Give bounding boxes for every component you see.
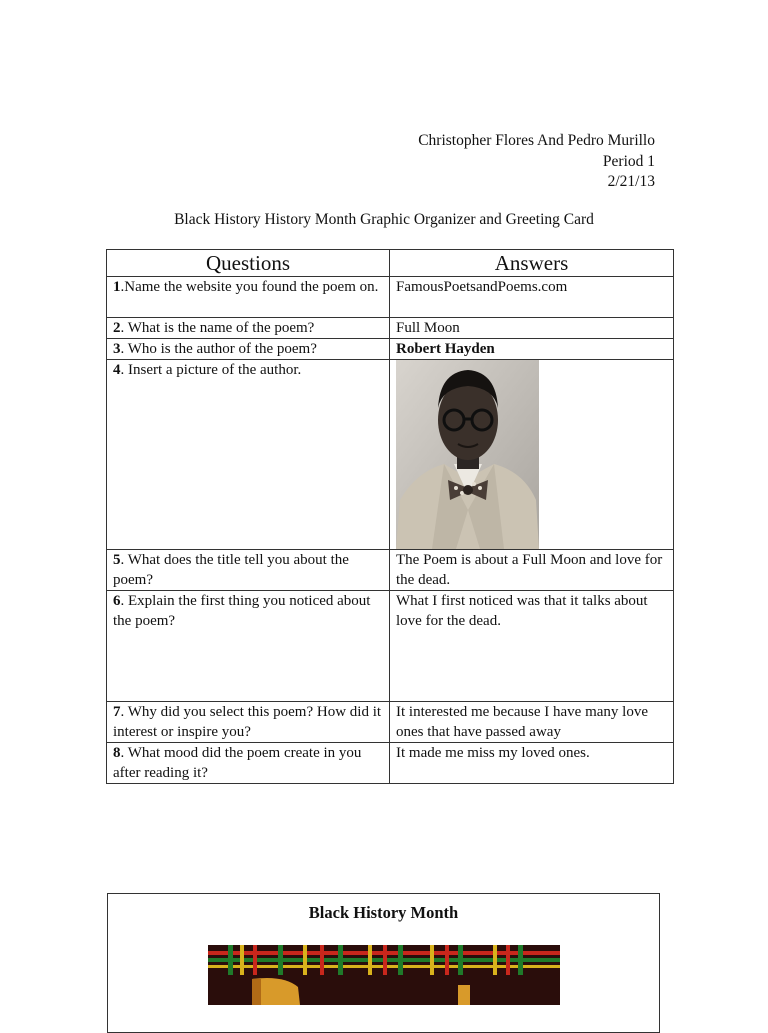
question-text: Insert a picture of the author. (128, 362, 302, 378)
table-row (107, 702, 674, 743)
table-row (107, 360, 674, 550)
document-header (418, 131, 655, 193)
question-cell: 6. Explain the first thing you noticed about the poem? (107, 591, 390, 702)
question-cell: 7. Why did you select this poem? How did it interest or inspire you? (107, 702, 390, 743)
question-cell: 2. What is the name of the poem? (107, 318, 390, 339)
question-text: What does the title tell you about the poem? (113, 552, 349, 588)
question-cell: 8. What mood did the poem create in you after reading it? (107, 743, 390, 784)
question-number: 4 (113, 362, 121, 378)
table-header-row (107, 250, 674, 277)
question-cell: 5. What does the title tell you about the poem? (107, 550, 390, 591)
table-row (107, 339, 674, 360)
answer-cell (390, 360, 674, 550)
author-photo (396, 360, 539, 549)
greeting-card (107, 893, 660, 1033)
graphic-organizer-table (106, 249, 674, 784)
card-banner-image (208, 945, 560, 1005)
answer-cell: The Poem is about a Full Moon and love for the dead. (390, 550, 674, 591)
answer-cell: It made me miss my loved ones. (390, 743, 674, 784)
table-row (107, 591, 674, 702)
question-text: What is the name of the poem? (127, 320, 315, 336)
document-title: Black History History Month Graphic Organizer and Greeting Card (174, 211, 594, 228)
question-number: 7 (113, 704, 121, 720)
question-text: Explain the first thing you noticed about the poem? (113, 593, 371, 629)
question-text: Who is the author of the poem? (127, 341, 317, 357)
table-row (107, 743, 674, 784)
question-number: 3 (113, 341, 121, 357)
question-cell: 1.Name the website you found the poem on. (107, 277, 390, 318)
answer-cell: FamousPoetsandPoems.com (390, 277, 674, 318)
card-title: Black History Month (308, 903, 459, 922)
question-text: Name the website you found the poem on. (124, 279, 379, 295)
question-number: 1 (113, 279, 121, 295)
author-names: Christopher Flores And Pedro Murillo (418, 132, 655, 149)
question-number: 6 (113, 593, 121, 609)
question-number: 5 (113, 552, 121, 568)
table-row (107, 277, 674, 318)
question-cell: 4. Insert a picture of the author. (107, 360, 390, 550)
answers-header: Answers (390, 250, 674, 277)
question-number: 2 (113, 320, 121, 336)
answer-cell (390, 339, 674, 360)
question-cell: 3. Who is the author of the poem? (107, 339, 390, 360)
questions-header: Questions (107, 250, 390, 277)
answer-cell: It interested me because I have many love ones that have passed away (390, 702, 674, 743)
table-row (107, 318, 674, 339)
class-period: Period 1 (602, 152, 655, 170)
document-date: 2/21/13 (607, 173, 655, 190)
answer-cell: Full Moon (390, 318, 674, 339)
question-text: Why did you select this poem? How did it interest or inspire you? (113, 704, 382, 740)
table-row (107, 550, 674, 591)
question-text: What mood did the poem create in you after reading it? (113, 745, 362, 781)
author-name: Robert Hayden (396, 341, 495, 357)
question-number: 8 (113, 745, 121, 761)
answer-cell: What I first noticed was that it talks about love for the dead. (390, 591, 674, 702)
